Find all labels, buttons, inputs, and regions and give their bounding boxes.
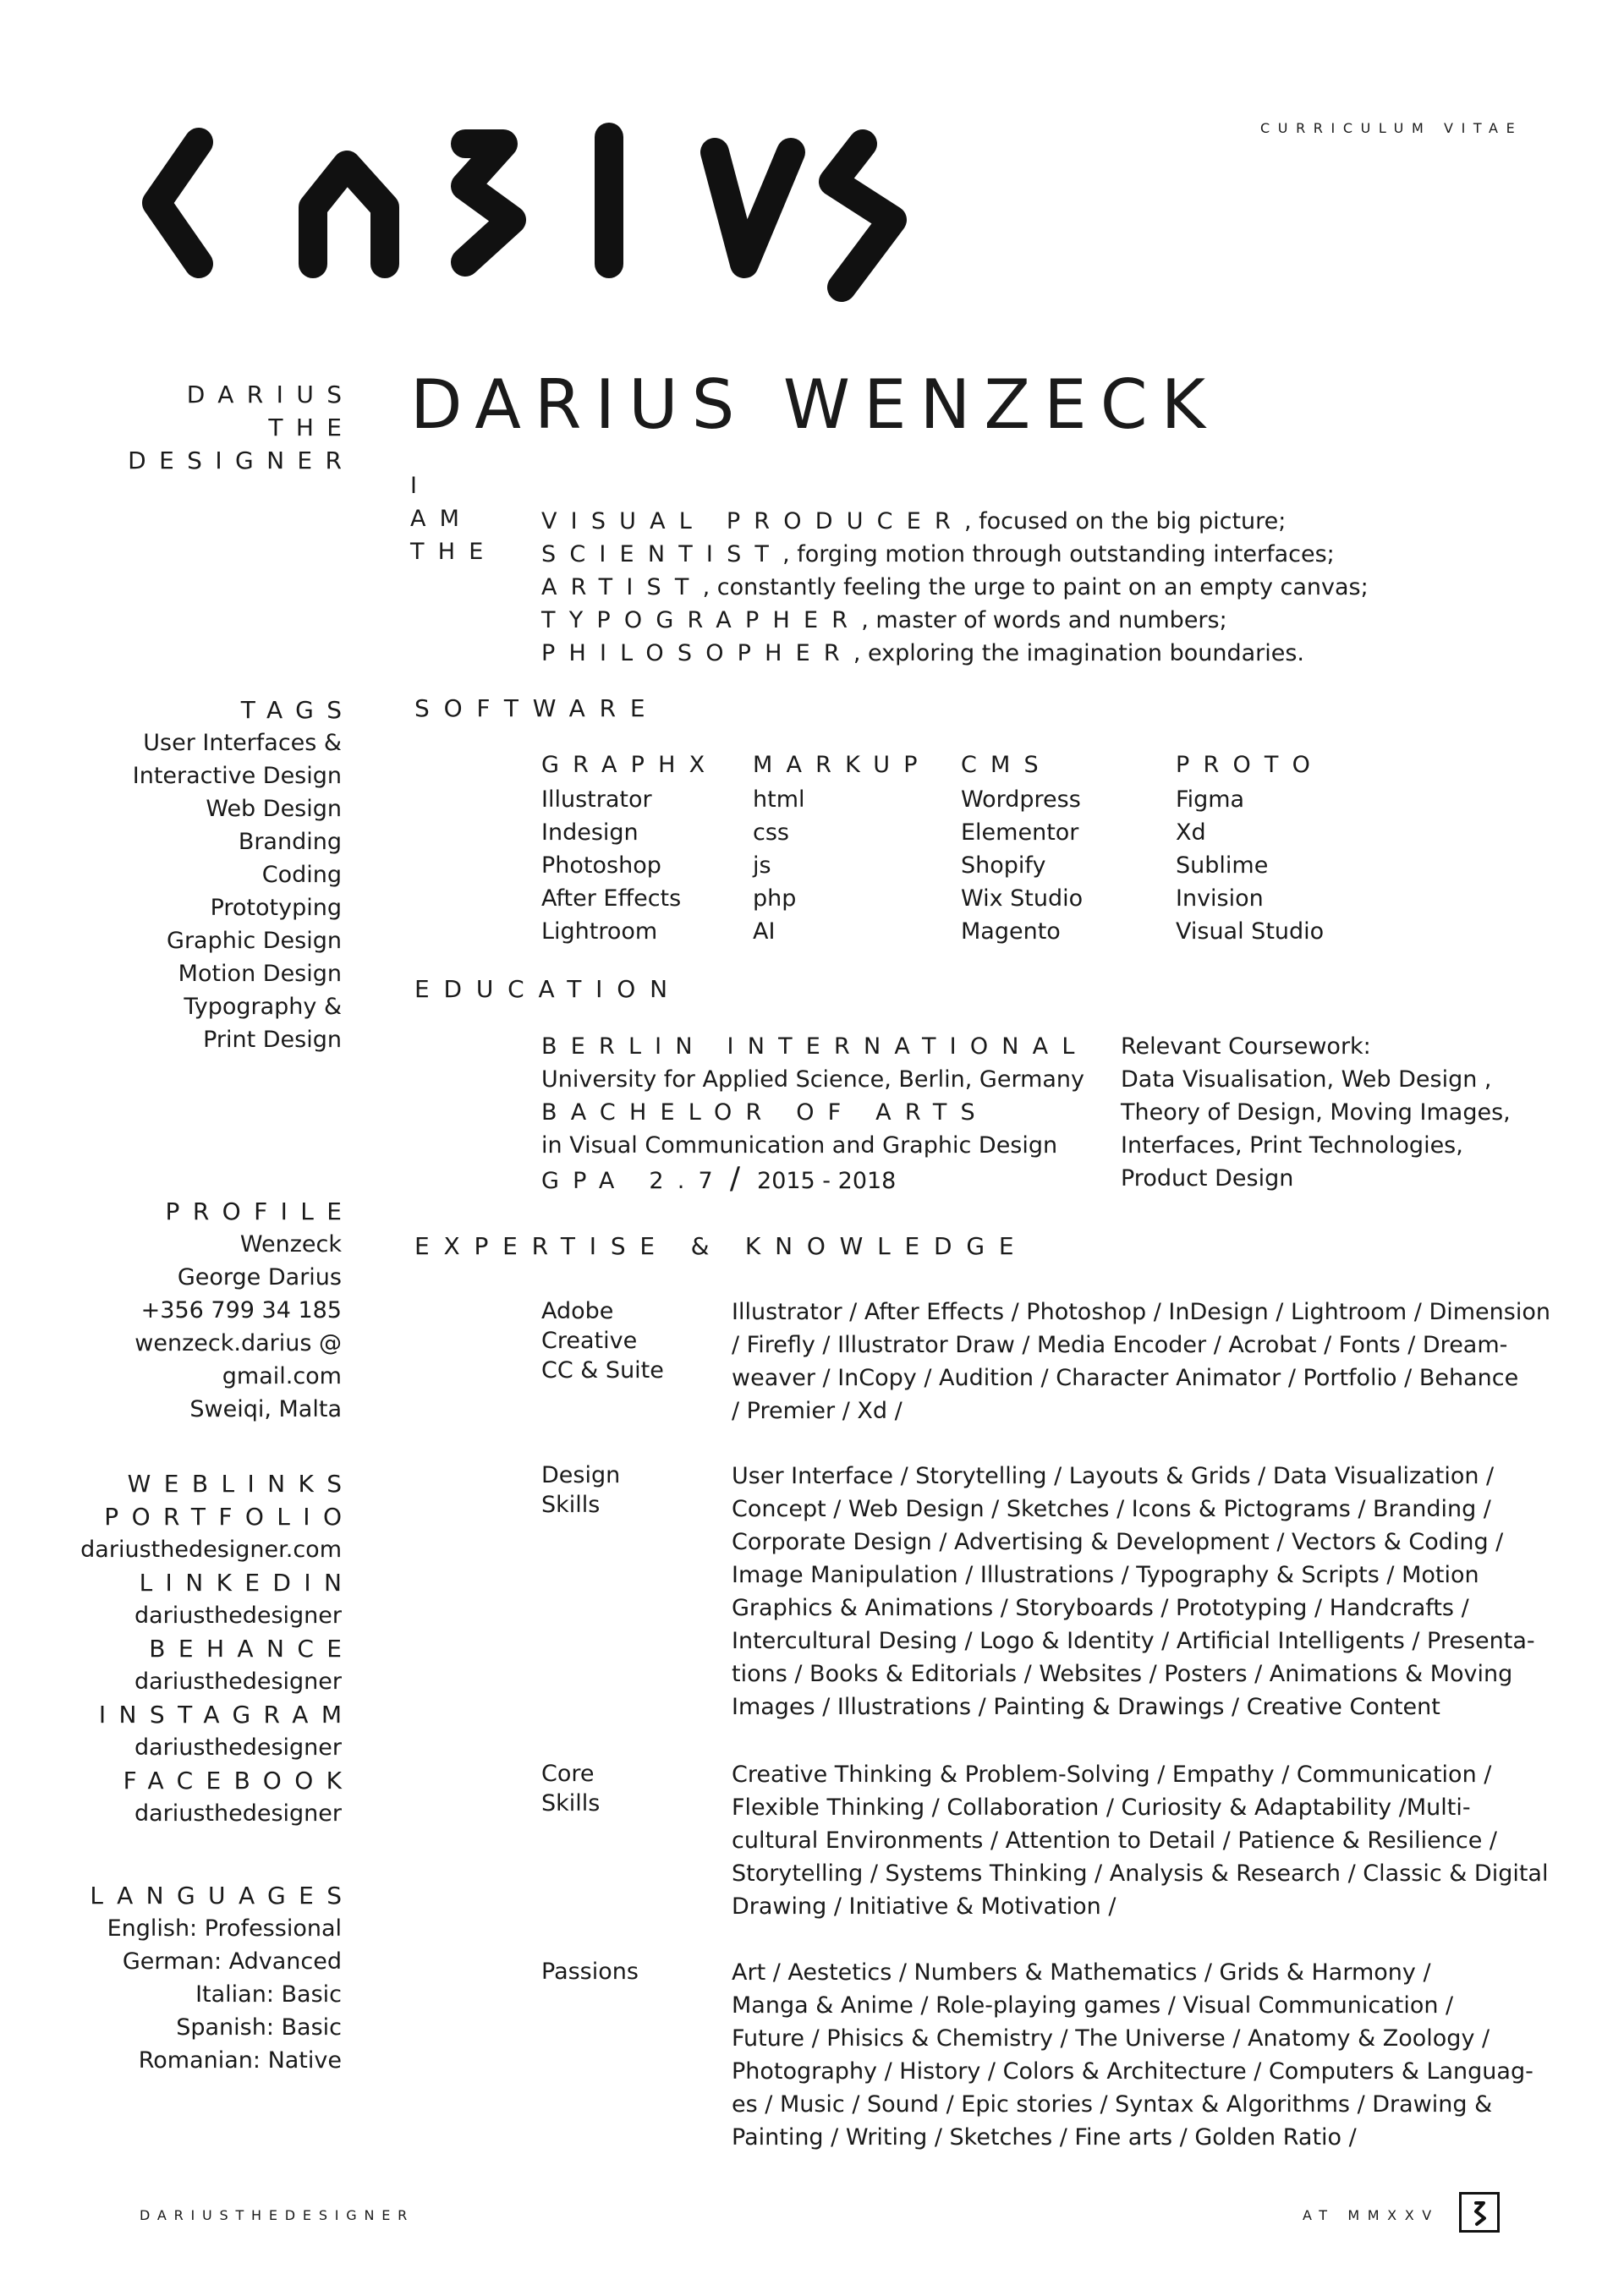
expertise-heading: EXPERTISE & KNOWLEDGE bbox=[414, 1232, 1029, 1260]
expertise-text: Art / Aestetics / Numbers & Mathematics / Grids & Harmony / Manga & Anime / Role-playing games / Visual Communication / Future / Phisics & Chemistry / The Universe / Anatomy & Zoology / Photography / History / Colors & Architecture / Computers & Languag- es / Music / Sound / Epic stories / Syntax & Algorithms / Drawing & Painting / Writing / Sketches / Fine arts / Golden Ratio / bbox=[732, 1959, 1533, 2151]
expertise-text: Creative Thinking & Problem-Solving / Empathy / Communication / Flexible Thinking / Collaboration / Curiosity & Adaptability /Multi- cultural Environments / Attention to Detail / Patience & Resilience / Storytelling / Systems Thinking / Analysis & Research / Classic & Digital Drawing / Initiative & Motivation / bbox=[732, 1762, 1549, 1920]
instagram-link[interactable]: dariusthedesigner bbox=[134, 1734, 342, 1761]
coursework: Relevant Coursework: Data Visualisation, Web Design , Theory of Design, Moving Images, Interfaces, Print Technologies, Product Design bbox=[1121, 1033, 1511, 1192]
education-heading: EDUCATION bbox=[414, 975, 682, 1003]
intro-roles bbox=[541, 505, 1369, 670]
page-title: DARIUS WENZECK bbox=[410, 365, 1220, 444]
software-column: GRAPHX Illustrator Indesign Photoshop After Effects Lightroom bbox=[541, 752, 719, 945]
software-column: PROTO Figma Xd Sublime Invision Visual Studio bbox=[1176, 752, 1325, 945]
role-line: SCIENTIST, forging motion through outstanding interfaces; bbox=[541, 541, 1335, 567]
linkedin-link[interactable]: dariusthedesigner bbox=[134, 1603, 342, 1629]
languages-section: LANGUAGES English: Professional German: Advanced Italian: Basic Spanish: Basic Romanian: Native bbox=[90, 1882, 355, 2074]
logo-mark-icon bbox=[1459, 2192, 1500, 2233]
portfolio-link[interactable]: dariusthedesigner.com bbox=[80, 1537, 342, 1563]
role-line: PHILOSOPHER, exploring the imagination boundaries. bbox=[541, 640, 1305, 666]
expertise-label: Core Skills bbox=[541, 1761, 601, 1817]
expertise-text: User Interface / Storytelling / Layouts & Grids / Data Visualization / Concept / Web Design / Sketches / Icons & Pictograms / Branding / Corporate Design / Advertising & Development / Vectors & Coding / Image Manipulation / Illustrations / Typography & Scripts / Motion Graphics & Animations / Storyboards / Prototyping / Handcrafts / Intercultural Desing / Logo & Identity / Artificial Intelligents / Presenta- tions / Books & Editorials / Websites / Posters / Animations & Moving Images / Illustrations / Painting & Drawings / Creative Content bbox=[732, 1463, 1535, 1720]
behance-link[interactable]: dariusthedesigner bbox=[134, 1669, 342, 1695]
footer-brand: DARIUSTHEDESIGNER bbox=[140, 2207, 415, 2223]
expertise-label: Design Skills bbox=[541, 1462, 621, 1518]
software-column: MARKUP html css js php AI bbox=[753, 752, 931, 945]
slash-divider: / bbox=[729, 1161, 741, 1196]
weblinks-section: WEBLINKS PORTFOLIO dariusthedesigner.com LINKEDIN dariusthedesigner BEHANCE dariusthedesigner INSTAGRAM dariusthedesigner FACEBOOK dariusthedesigner bbox=[80, 1467, 342, 1830]
software-heading: SOFTWARE bbox=[414, 694, 660, 722]
darius-logo bbox=[140, 118, 935, 313]
software-column: CMS Wordpress Elementor Shopify Wix Studio Magento bbox=[961, 752, 1084, 945]
intro-prefix: I AM THE bbox=[410, 473, 497, 565]
profile-section: PROFILE Wenzeck George Darius +356 799 34 185 wenzeck.darius @ gmail.com Sweiqi, Malta bbox=[134, 1197, 355, 1422]
education-block: BERLIN INTERNATIONAL University for Applied Science, Berlin, Germany BACHELOR OF ARTS in Visual Communication and Graphic Design GPA 2.7 / 2015 - 2018 bbox=[541, 1033, 1089, 1196]
role-line: ARTIST, constantly feeling the urge to paint on an empty canvas; bbox=[541, 574, 1369, 600]
expertise-label: Passions bbox=[541, 1959, 639, 1985]
facebook-link[interactable]: dariusthedesigner bbox=[134, 1800, 342, 1827]
tags-section: TAGS User Interfaces & Interactive Design Web Design Branding Coding Prototyping Graphic Design Motion Design Typography & Print Design bbox=[132, 696, 355, 1053]
role-line: TYPOGRAPHER, master of words and numbers; bbox=[541, 607, 1227, 633]
expertise-text: Illustrator / After Effects / Photoshop / InDesign / Lightroom / Dimension / Firefly / Illustrator Draw / Media Encoder / Acrobat / Fonts / Dream- weaver / InCopy / Audition / Character Animator / Portfolio / Behance / Premier / Xd / bbox=[732, 1299, 1550, 1424]
doc-label: CURRICULUM VITAE bbox=[1260, 120, 1523, 136]
footer-year: AT MMXXV bbox=[1303, 2207, 1440, 2223]
role-line: VISUAL PRODUCER, focused on the big picture; bbox=[541, 508, 1287, 534]
tagline: DARIUS THE DESIGNER bbox=[128, 381, 355, 474]
expertise-label: Adobe Creative CC & Suite bbox=[541, 1298, 664, 1384]
